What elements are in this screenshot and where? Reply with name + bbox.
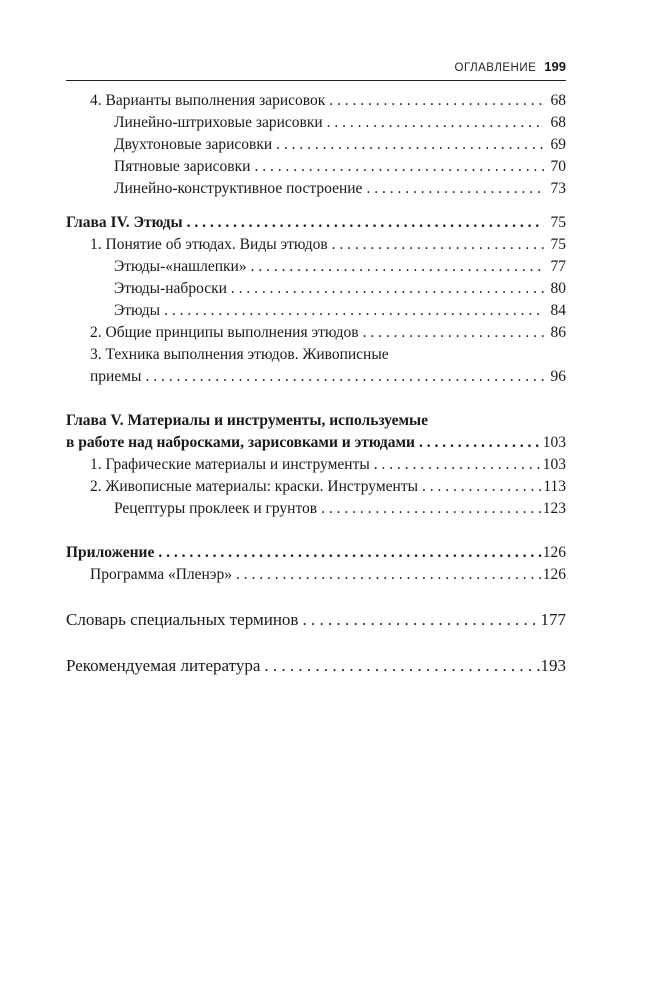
dot-leader bbox=[298, 608, 540, 632]
toc-entry-page: 70 bbox=[550, 158, 566, 175]
toc-entry-chapter-4[interactable] bbox=[66, 212, 566, 234]
toc-entry-etudes[interactable] bbox=[66, 300, 566, 322]
dot-leader bbox=[362, 178, 544, 200]
toc-entry-two-tone[interactable] bbox=[66, 134, 566, 156]
toc-entry-page: 75 bbox=[550, 214, 566, 231]
toc-entry-title: Этюды-«нашлепки» bbox=[114, 258, 247, 275]
toc-entry-page: 75 bbox=[550, 236, 566, 253]
toc-entry-page: 123 bbox=[542, 500, 566, 517]
toc-entry-glossary[interactable] bbox=[66, 608, 566, 632]
toc-entry-c4-section-3-line1[interactable]: 3. Техника выполнения этюдов. Живописные bbox=[90, 346, 389, 363]
toc-entry-chapter-5-line1[interactable]: Глава V. Материалы и инструменты, используемые bbox=[66, 412, 429, 429]
toc-entry-appendix[interactable] bbox=[66, 542, 566, 564]
header-rule bbox=[66, 80, 566, 81]
toc-entry-title: 2. Общие принципы выполнения этюдов bbox=[90, 324, 359, 341]
toc-entry-title: Словарь специальных терминов bbox=[66, 610, 299, 629]
dot-leader bbox=[418, 476, 543, 498]
toc-entry-page: 68 bbox=[550, 114, 566, 131]
dot-leader bbox=[323, 112, 544, 134]
toc-entry-title: Линейно-штриховые зарисовки bbox=[114, 114, 323, 131]
toc-entry-page: 84 bbox=[550, 302, 566, 319]
dot-leader bbox=[154, 542, 542, 564]
toc-entry-title: Линейно-конструктивное построение bbox=[114, 180, 363, 197]
toc-entry-title: 4. Варианты выполнения зарисовок bbox=[90, 92, 326, 109]
toc-entry-page: 193 bbox=[540, 656, 566, 675]
toc-entry-etude-dabs[interactable] bbox=[66, 256, 566, 278]
toc-entry-page: 103 bbox=[542, 434, 566, 451]
toc-entry-title: Рецептуры проклеек и грунтов bbox=[114, 500, 318, 517]
toc-entry-title: Этюды-наброски bbox=[114, 280, 227, 297]
dot-leader bbox=[141, 366, 544, 388]
page-number: 199 bbox=[544, 59, 566, 74]
toc-entry-page: 86 bbox=[550, 324, 566, 341]
toc-entry-linear-hatch[interactable] bbox=[66, 112, 566, 134]
dot-leader bbox=[247, 256, 544, 278]
toc-entry-title: приемы bbox=[90, 368, 142, 385]
dot-leader bbox=[232, 564, 543, 586]
toc-entry-recommended-literature[interactable] bbox=[66, 654, 566, 678]
dot-leader bbox=[325, 90, 544, 112]
toc-entry-plein-air-program[interactable] bbox=[66, 564, 566, 586]
toc-entry-section-4[interactable] bbox=[66, 90, 566, 112]
dot-leader bbox=[272, 134, 544, 156]
dot-leader bbox=[260, 654, 540, 678]
toc-entry-chapter-5[interactable] bbox=[66, 432, 566, 454]
dot-leader bbox=[328, 234, 544, 256]
dot-leader bbox=[415, 432, 543, 454]
running-title: ОГЛАВЛЕНИЕ bbox=[454, 62, 537, 74]
toc-entry-c5-section-2[interactable] bbox=[66, 476, 566, 498]
toc-entry-title: Пятновые зарисовки bbox=[114, 158, 251, 175]
toc-entry-page: 80 bbox=[550, 280, 566, 297]
toc-entry-title: 1. Графические материалы и инструменты bbox=[90, 456, 370, 473]
toc-entry-page: 77 bbox=[550, 258, 566, 275]
toc-entry-linear-constructive[interactable] bbox=[66, 178, 566, 200]
dot-leader bbox=[160, 300, 544, 322]
toc-entry-page: 68 bbox=[550, 92, 566, 109]
toc-entry-page: 126 bbox=[542, 544, 566, 561]
toc-entry-page: 96 bbox=[550, 368, 566, 385]
toc-entry-page: 73 bbox=[550, 180, 566, 197]
toc-entry-c5-section-1[interactable] bbox=[66, 454, 566, 476]
dot-leader bbox=[359, 322, 544, 344]
toc-entry-title: Двухтоновые зарисовки bbox=[114, 136, 273, 153]
toc-entry-title: 2. Живописные материалы: краски. Инструменты bbox=[90, 478, 419, 495]
toc-entry-etude-sketches[interactable] bbox=[66, 278, 566, 300]
toc-entry-title: Глава IV. Этюды bbox=[66, 214, 183, 231]
toc-entry-sizing-recipes[interactable] bbox=[66, 498, 566, 520]
dot-leader bbox=[227, 278, 544, 300]
toc-entry-title: Программа «Пленэр» bbox=[90, 566, 232, 583]
toc-entry-title: Приложение bbox=[66, 544, 155, 561]
toc-entry-c4-section-2[interactable] bbox=[66, 322, 566, 344]
running-header bbox=[66, 58, 566, 80]
toc-entry-page: 69 bbox=[550, 136, 566, 153]
toc-entry-title: 1. Понятие об этюдах. Виды этюдов bbox=[90, 236, 328, 253]
toc-entry-title: Рекомендуемая литература bbox=[66, 656, 261, 675]
toc-entry-page: 126 bbox=[542, 566, 566, 583]
toc-entry-title: Этюды bbox=[114, 302, 161, 319]
dot-leader bbox=[370, 454, 543, 476]
toc-entry-page: 103 bbox=[542, 456, 566, 473]
table-of-contents bbox=[66, 90, 566, 678]
dot-leader bbox=[183, 212, 544, 234]
dot-leader bbox=[250, 156, 544, 178]
toc-entry-c4-section-3[interactable] bbox=[66, 366, 566, 388]
dot-leader bbox=[317, 498, 543, 520]
toc-entry-page: 113 bbox=[543, 478, 566, 495]
toc-entry-spot[interactable] bbox=[66, 156, 566, 178]
toc-entry-title: в работе над набросками, зарисовками и этюдами bbox=[66, 434, 415, 451]
toc-entry-c4-section-1[interactable] bbox=[66, 234, 566, 256]
toc-entry-page: 177 bbox=[540, 610, 566, 629]
